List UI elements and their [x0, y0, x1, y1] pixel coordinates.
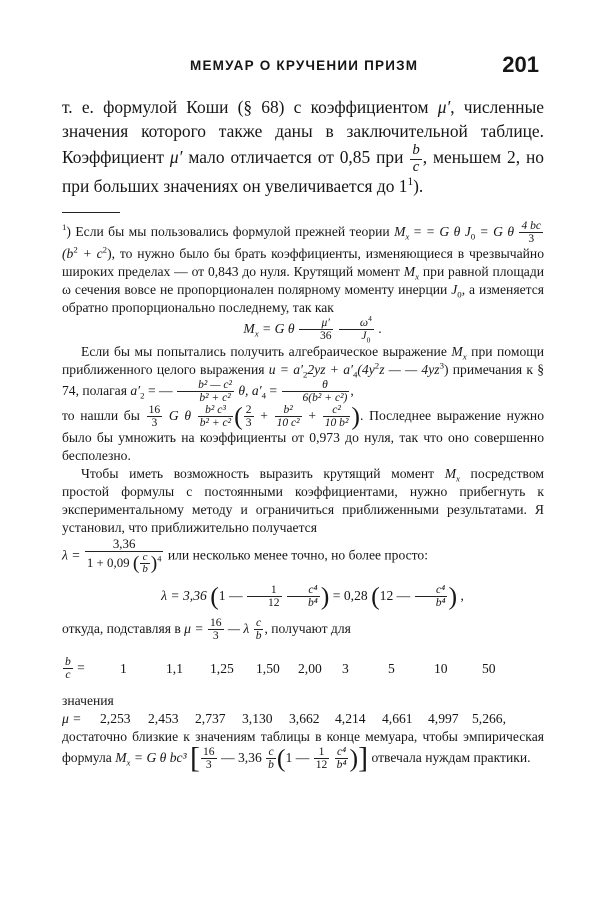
footnote-paragraph-6: откуда, подставляя в μ = $\frac{16}{3}$ — λ $\frac{c}{b}$ , получают для — [62, 616, 351, 643]
table-cell: 1 — [120, 660, 127, 676]
footnote-paragraph-5: λ = 3,36 1 + 0,09 ( $\frac{c}{b}$ )$^4$ или несколько менее точно, но более просто: — [62, 536, 428, 576]
footnote-paragraph-7: значения — [62, 692, 114, 708]
table-row-b-over-c: $\frac{b}{c}$ = 1 1,1 1,25 1,50 2,00 3 5 10 50 — [62, 656, 544, 681]
main-paragraph: т. е. формулой Коши (§ 68) с коэффициентом μ′, численные значения которого также даны в заключительной таблице. Коэффициент μ′ мало отличается от 0,85 при $\frac{b}{c}$ , меньшем 2, но при больших значениях он увеличивается до $1^1$). — [62, 97, 544, 197]
footnote-mark: 1 — [407, 176, 414, 189]
fraction-lambda: 3,36 1 + 0,09 ( $\frac{c}{b}$ )$^4$ — [86, 536, 162, 576]
fraction-b-over-c: $\frac{b}{c}$ — [412, 142, 420, 175]
table-cell: 4,661 — [382, 710, 413, 726]
table-cell: 2,453 — [148, 710, 179, 726]
table-cell: 3,130 — [242, 710, 273, 726]
footnote — [62, 219, 545, 775]
table-cell: 1,50 — [256, 660, 280, 676]
formula-mx: $M_x = G$ θ $\frac{\mu'}{36}$ $\frac{\omega^4}{J_0}$ . — [243, 314, 382, 345]
formula-lambda-simple: λ = 3,36 (1 — $\frac{1}{12}$ $\frac{\text{c⁴}}{\text{b⁴}}$ ) = 0,28 (12 — $\frac{\text{c⁴}}{\text{b⁴}}$ ) , — [161, 581, 464, 611]
footnote-paragraph-4: Чтобы иметь возможность выразить крутящий момент $M_x$ посредством простой формулы с постоянными коэффициентами, нужно прибегнуть к экспериментальному методу и ограничиться приближенными результатами. Я установил, что приближительно получается — [62, 466, 544, 536]
table-cell: 5 — [388, 660, 395, 676]
table-cell: 4,214 — [335, 710, 366, 726]
running-title: МЕМУАР О КРУЧЕНИИ ПРИЗМ — [190, 58, 419, 73]
table-cell: 1,25 — [210, 660, 234, 676]
table-cell: 50 — [482, 660, 496, 676]
footnote-paragraph-3: то нашли бы $\frac{16}{3}$ G θ $\frac{\text{b² c³}}{\text{b² + c²}}$ ( $\frac{2}{3}$ + $\frac{\text{b²}}{\text{10 c²}}$ + $\frac{\text{c²}}{\text{10 b²}}$ ). Последнее выражение нужно было бы умножить на коэффициенты от 0,973 до нуля, так что оно совершенно бесполезно. — [62, 401, 545, 464]
table-cell: 4,997 — [428, 710, 459, 726]
table-cell: 3 — [342, 660, 349, 676]
table-cell: 2,737 — [195, 710, 226, 726]
table-cell: 2,253 — [100, 710, 131, 726]
table-cell: 10 — [434, 660, 448, 676]
footnote-paragraph-2: Если бы мы попытались получить алгебраическое выражение $M_x$ при помощи приближенного целого выражения $u = a'_22yz + a'_4(4y^2z$ — — $4yz^3$) примечания к § 74, полагая $a'_2$ = — $\frac{\text{b² — c²}}{\text{b² + c²}}$ θ, $a'_4$ = $\frac{\theta}{\text{6(b² + c²)}}$ , — [62, 343, 544, 404]
footnote-separator — [62, 212, 120, 213]
table-cell: 5,266, — [472, 710, 506, 726]
footnote-paragraph-1: $^1$) Если бы мы пользовались формулой прежней теории $M_x$ = = G θ $J_0 = G$ θ $\frac{4 bc}{3}$ $(b^2 + c^2)$, то нужно было бы брать коэффициенты, изменяющиеся в чрезвычайно широких пределах — от 0,843 до нуля. Крутящий момент $M_x$ при равной площади ω сечения вовсе не пропорционален полярному моменту инерции $J_0$, а изменяется обратно пропорционально последнему, так как — [62, 219, 545, 316]
footnote-paragraph-8: достаточно близкие к значениям таблицы в конце мемуара, чтобы эмпирическая формула $M_x = G$ θ bc³ [ $\frac{16}{3}$ — 3,36 $\frac{c}{b}$ (1 — $\frac{1}{12}$ $\frac{\text{c⁴}}{\text{b⁴}}$ )] отвечала нуждам практики. — [62, 728, 544, 775]
table-row-mu: μ = 2,253 2,453 2,737 3,130 3,662 4,214 4,661 4,997 5,266, — [62, 710, 544, 728]
page-number: 201 — [502, 52, 539, 77]
fraction-4bc-3: $\frac{4 bc}{3}$ — [521, 219, 542, 246]
table-cell: 1,1 — [166, 660, 183, 676]
main-text — [62, 96, 544, 199]
table-cell: 2,00 — [298, 660, 322, 676]
table-cell: 3,662 — [289, 710, 320, 726]
